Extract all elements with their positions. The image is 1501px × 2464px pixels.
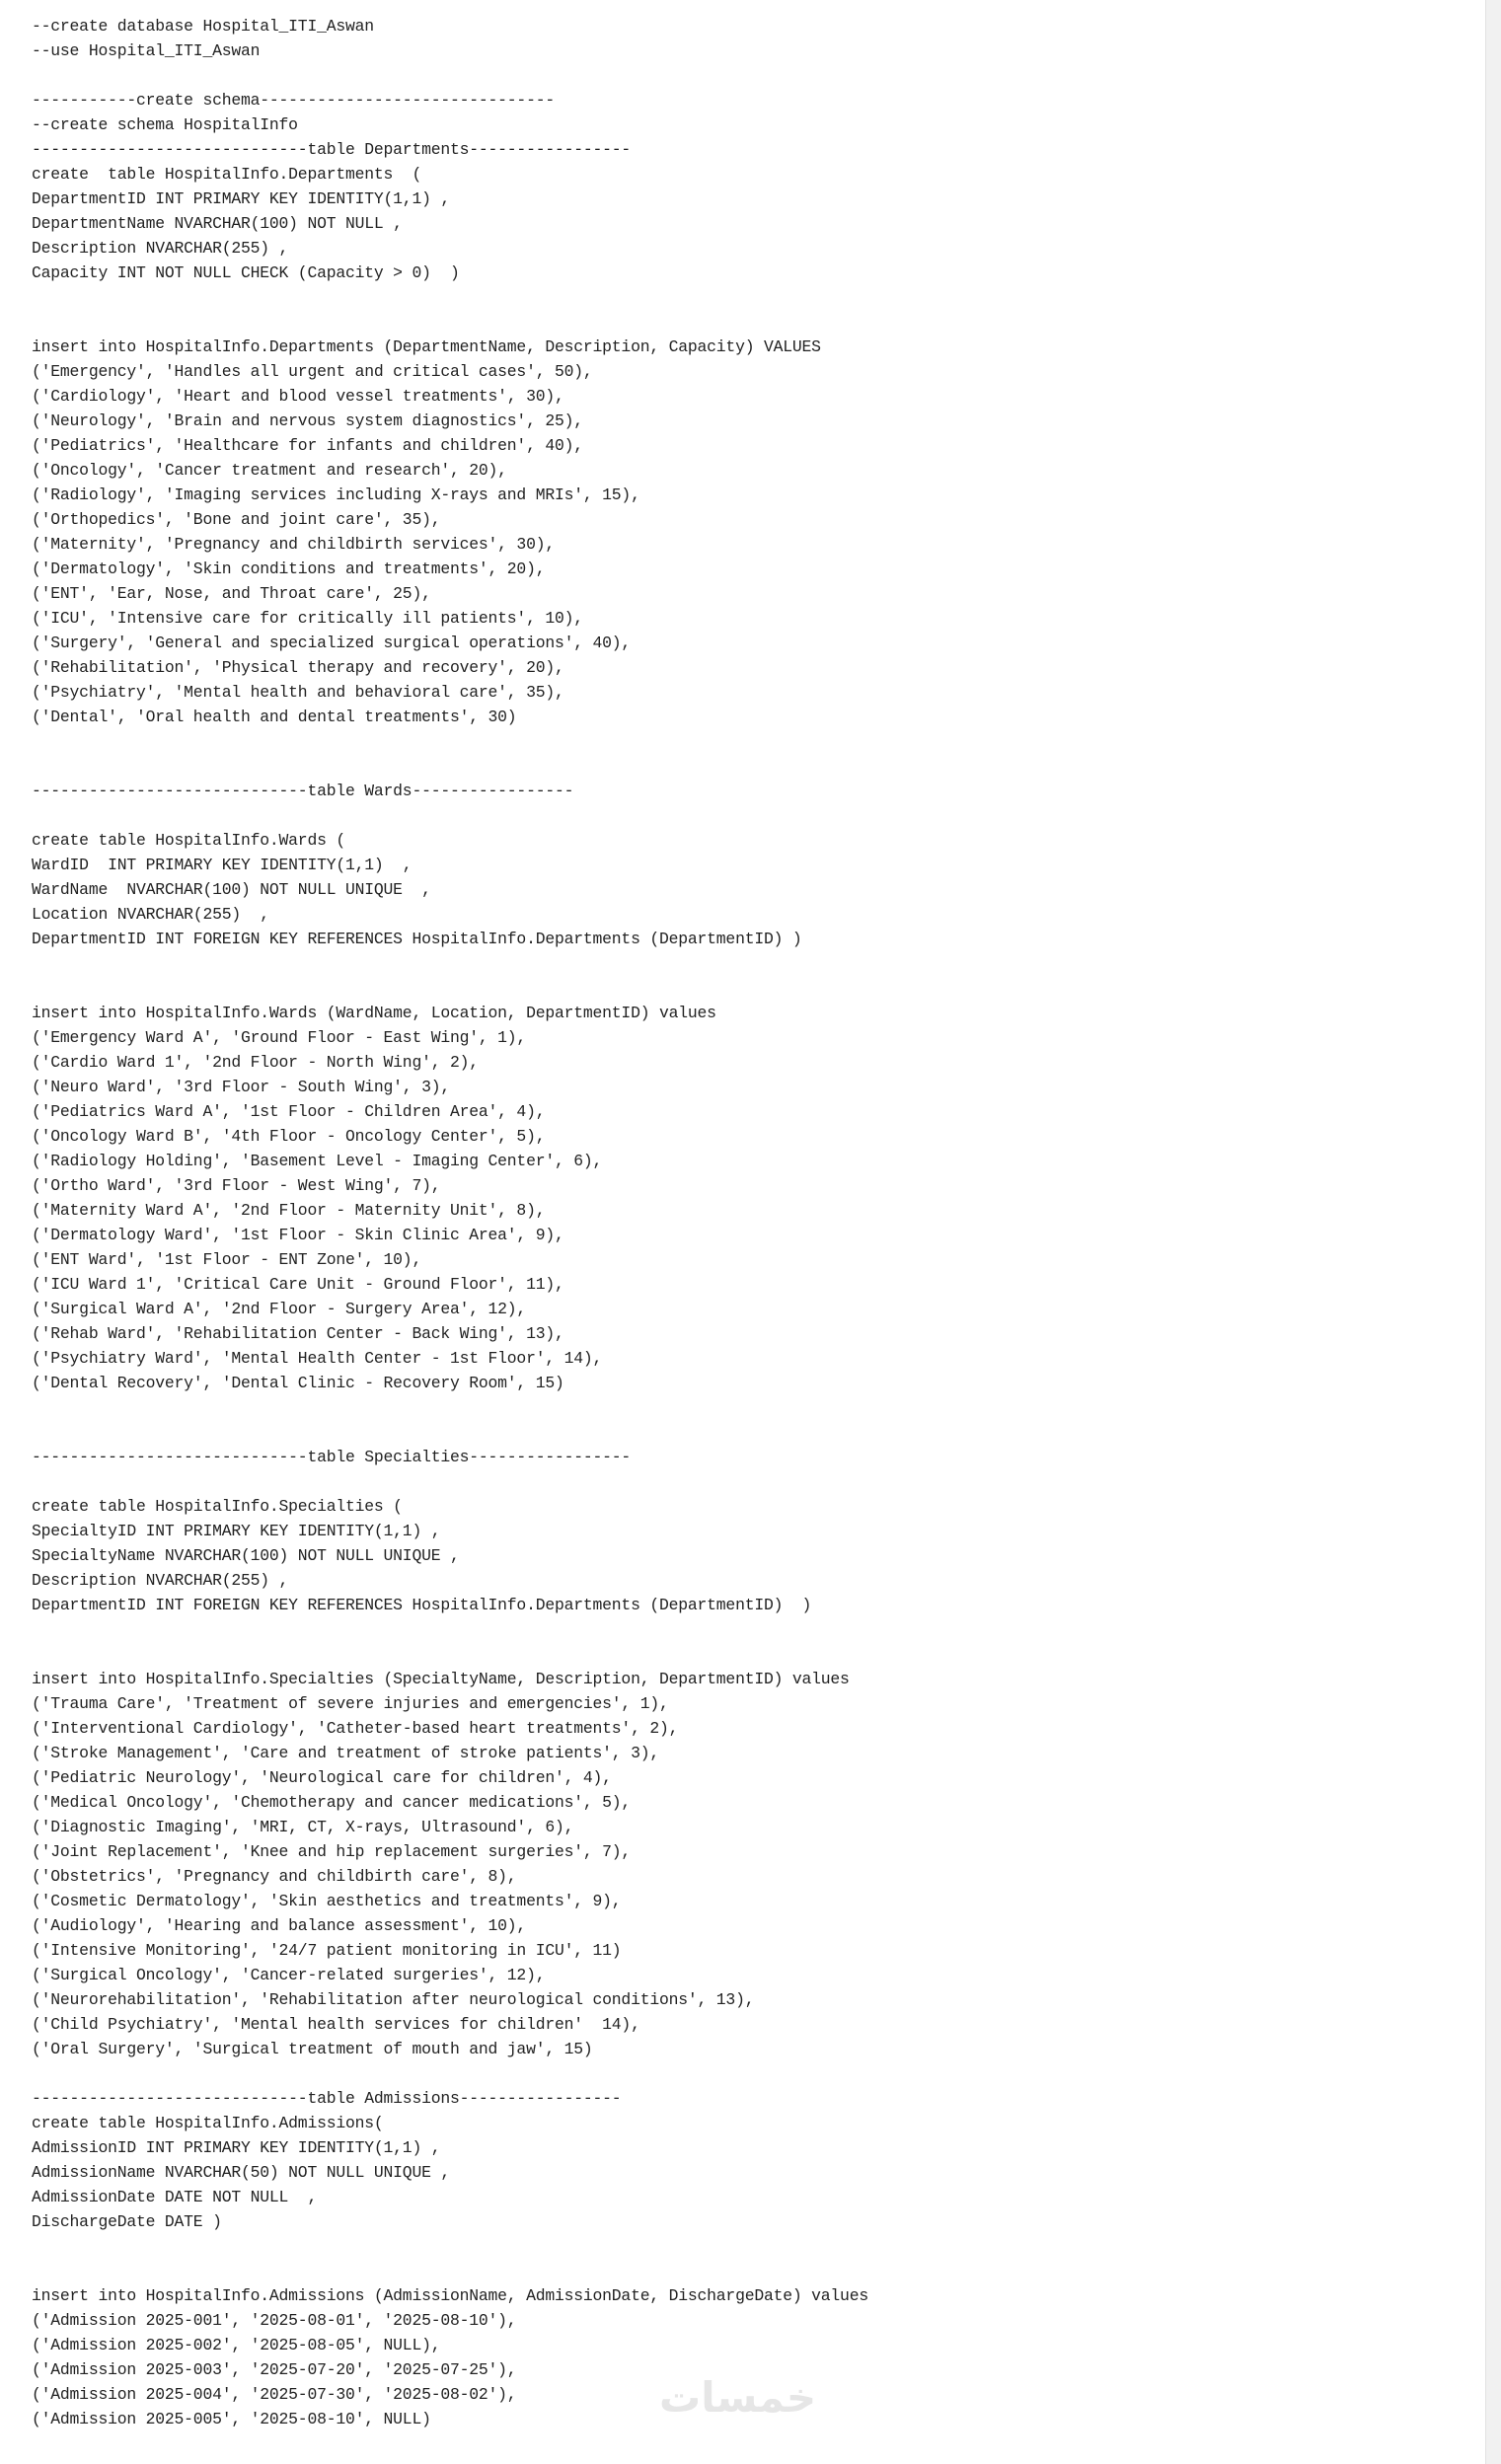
code-line (32, 2234, 868, 2259)
code-line (32, 1617, 868, 1642)
code-line: ('Admission 2025-001', '2025-08-01', '2025-08-10'), (32, 2311, 517, 2330)
code-line: ('Pediatrics Ward A', '1st Floor - Children Area', 4), (32, 1102, 546, 1121)
code-line: insert into HospitalInfo.Admissions (AdmissionName, AdmissionDate, DischargeDate) values (32, 2286, 868, 2305)
code-line: ('Cardio Ward 1', '2nd Floor - North Wing', 2), (32, 1053, 479, 1072)
code-line: -----------------------------table Admissions----------------- (32, 2089, 622, 2108)
code-line: AdmissionName NVARCHAR(50) NOT NULL UNIQUE , (32, 2163, 450, 2182)
code-line: ('Dermatology', 'Skin conditions and treatments', 20), (32, 560, 546, 578)
code-line: create table HospitalInfo.Departments ( (32, 165, 422, 184)
code-line: ('ICU Ward 1', 'Critical Care Unit - Ground Floor', 11), (32, 1275, 564, 1294)
code-line: ('Diagnostic Imaging', 'MRI, CT, X-rays, Ultrasound', 6), (32, 1818, 574, 1836)
code-line (32, 803, 868, 828)
code-line: ('Interventional Cardiology', 'Catheter-based heart treatments', 2), (32, 1719, 679, 1738)
code-line: ('Rehabilitation', 'Physical therapy and recovery', 20), (32, 658, 564, 677)
code-line: ('Child Psychiatry', 'Mental health services for children' 14), (32, 2015, 640, 2034)
code-line: ('Dermatology Ward', '1st Floor - Skin Clinic Area', 9), (32, 1226, 564, 1244)
code-line: ('Pediatric Neurology', 'Neurological care for children', 4), (32, 1768, 612, 1787)
code-line: WardName NVARCHAR(100) NOT NULL UNIQUE , (32, 880, 431, 899)
code-line: ('Maternity Ward A', '2nd Floor - Maternity Unit', 8), (32, 1201, 546, 1220)
code-line: ('Medical Oncology', 'Chemotherapy and cancer medications', 5), (32, 1793, 632, 1812)
code-line: ('Emergency Ward A', 'Ground Floor - East Wing', 1), (32, 1028, 527, 1047)
code-line: create table HospitalInfo.Admissions( (32, 2114, 384, 2132)
code-line: ('Neuro Ward', '3rd Floor - South Wing', 3), (32, 1078, 450, 1096)
code-line: ('Cosmetic Dermatology', 'Skin aesthetics and treatments', 9), (32, 1892, 622, 1910)
code-line: ('ENT Ward', '1st Floor - ENT Zone', 10), (32, 1250, 422, 1269)
code-line: ('Surgical Oncology', 'Cancer-related surgeries', 12), (32, 1966, 546, 1984)
code-line: --create database Hospital_ITI_Aswan (32, 17, 374, 36)
code-line: ('Admission 2025-005', '2025-08-10', NULL) (32, 2410, 431, 2428)
code-line: ('Psychiatry Ward', 'Mental Health Center - 1st Floor', 14), (32, 1349, 603, 1368)
code-line: create table HospitalInfo.Specialties ( (32, 1497, 403, 1516)
code-line: ('ENT', 'Ear, Nose, and Throat care', 25), (32, 584, 431, 603)
code-line (32, 63, 868, 88)
code-line: insert into HospitalInfo.Wards (WardName, Location, DepartmentID) values (32, 1004, 716, 1022)
code-line: ('Dental', 'Oral health and dental treatments', 30) (32, 708, 517, 726)
code-line: DepartmentID INT FOREIGN KEY REFERENCES HospitalInfo.Departments (DepartmentID) ) (32, 1596, 812, 1614)
code-line: ('Intensive Monitoring', '24/7 patient monitoring in ICU', 11) (32, 1941, 622, 1960)
code-line: ('ICU', 'Intensive care for critically ill patients', 10), (32, 609, 583, 628)
code-line: ('Audiology', 'Hearing and balance assessment', 10), (32, 1916, 527, 1935)
code-line (32, 976, 868, 1001)
code-line: ('Admission 2025-003', '2025-07-20', '2025-07-25'), (32, 2360, 517, 2379)
vertical-scrollbar[interactable] (1485, 0, 1501, 2464)
code-line: WardID INT PRIMARY KEY IDENTITY(1,1) , (32, 856, 413, 874)
code-line: ('Rehab Ward', 'Rehabilitation Center - Back Wing', 13), (32, 1324, 564, 1343)
code-line: --create schema HospitalInfo (32, 115, 298, 134)
code-line: ('Joint Replacement', 'Knee and hip replacement surgeries', 7), (32, 1842, 632, 1861)
code-line: ('Pediatrics', 'Healthcare for infants and children', 40), (32, 436, 583, 455)
code-line: ('Radiology', 'Imaging services including X-rays and MRIs', 15), (32, 485, 640, 504)
code-line: ('Dental Recovery', 'Dental Clinic - Recovery Room', 15) (32, 1374, 564, 1392)
code-line (32, 1420, 868, 1445)
code-line: ('Surgery', 'General and specialized surgical operations', 40), (32, 634, 632, 652)
code-line: create table HospitalInfo.Wards ( (32, 831, 345, 850)
code-line: insert into HospitalInfo.Specialties (SpecialtyName, Description, DepartmentID) values (32, 1670, 850, 1688)
code-line: AdmissionDate DATE NOT NULL , (32, 2188, 318, 2206)
code-line (32, 285, 868, 310)
code-line: --use Hospital_ITI_Aswan (32, 41, 261, 60)
code-line: ('Cardiology', 'Heart and blood vessel treatments', 30), (32, 387, 564, 406)
code-line: SpecialtyID INT PRIMARY KEY IDENTITY(1,1) , (32, 1522, 441, 1540)
code-line: AdmissionID INT PRIMARY KEY IDENTITY(1,1) , (32, 2138, 441, 2157)
sql-code-block (32, 14, 868, 2431)
code-line: Description NVARCHAR(255) , (32, 239, 289, 258)
code-line: insert into HospitalInfo.Departments (DepartmentName, Description, Capacity) VALUES (32, 337, 821, 356)
code-line: ('Oral Surgery', 'Surgical treatment of mouth and jaw', 15) (32, 2040, 593, 2058)
code-line: ('Oncology Ward B', '4th Floor - Oncology Center', 5), (32, 1127, 546, 1146)
code-line (32, 2259, 868, 2283)
code-line: SpecialtyName NVARCHAR(100) NOT NULL UNIQUE , (32, 1546, 460, 1565)
code-line: ('Orthopedics', 'Bone and joint care', 35), (32, 510, 441, 529)
code-line: ('Maternity', 'Pregnancy and childbirth services', 30), (32, 535, 555, 554)
code-line: ('Psychiatry', 'Mental health and behavioral care', 35), (32, 683, 564, 702)
code-line (32, 754, 868, 779)
code-line: ('Emergency', 'Handles all urgent and critical cases', 50), (32, 362, 593, 381)
code-line: DepartmentID INT PRIMARY KEY IDENTITY(1,1) , (32, 189, 450, 208)
code-line: ('Radiology Holding', 'Basement Level - Imaging Center', 6), (32, 1152, 603, 1170)
code-line: -----------create schema------------------------------- (32, 91, 555, 110)
code-line (32, 2061, 868, 2086)
code-line: -----------------------------table Wards----------------- (32, 782, 574, 800)
watermark-logo: خمسات (659, 2373, 817, 2422)
code-line: ('Neurorehabilitation', 'Rehabilitation after neurological conditions', 13), (32, 1990, 755, 2009)
code-line (32, 310, 868, 335)
code-line: ('Neurology', 'Brain and nervous system diagnostics', 25), (32, 411, 583, 430)
code-line: ('Ortho Ward', '3rd Floor - West Wing', 7), (32, 1176, 441, 1195)
code-line: ('Obstetrics', 'Pregnancy and childbirth care', 8), (32, 1867, 517, 1886)
code-line: ('Trauma Care', 'Treatment of severe injuries and emergencies', 1), (32, 1694, 669, 1713)
code-line: ('Oncology', 'Cancer treatment and research', 20), (32, 461, 507, 480)
code-line: Capacity INT NOT NULL CHECK (Capacity > 0) ) (32, 263, 460, 282)
code-line: -----------------------------table Departments----------------- (32, 140, 632, 159)
code-line (32, 729, 868, 754)
code-line (32, 1642, 868, 1667)
code-line: DischargeDate DATE ) (32, 2212, 222, 2231)
code-line: ('Stroke Management', 'Care and treatment of stroke patients', 3), (32, 1744, 659, 1762)
code-line: DepartmentName NVARCHAR(100) NOT NULL , (32, 214, 403, 233)
code-line: ('Admission 2025-004', '2025-07-30', '2025-08-02'), (32, 2385, 517, 2404)
code-line (32, 1395, 868, 1420)
code-line: ('Admission 2025-002', '2025-08-05', NULL), (32, 2336, 441, 2354)
code-line: -----------------------------table Specialties----------------- (32, 1448, 632, 1466)
code-line: Description NVARCHAR(255) , (32, 1571, 289, 1590)
code-line: DepartmentID INT FOREIGN KEY REFERENCES HospitalInfo.Departments (DepartmentID) ) (32, 930, 802, 948)
code-line (32, 1469, 868, 1494)
code-line (32, 951, 868, 976)
code-line: ('Surgical Ward A', '2nd Floor - Surgery Area', 12), (32, 1300, 527, 1318)
code-line: Location NVARCHAR(255) , (32, 905, 269, 924)
